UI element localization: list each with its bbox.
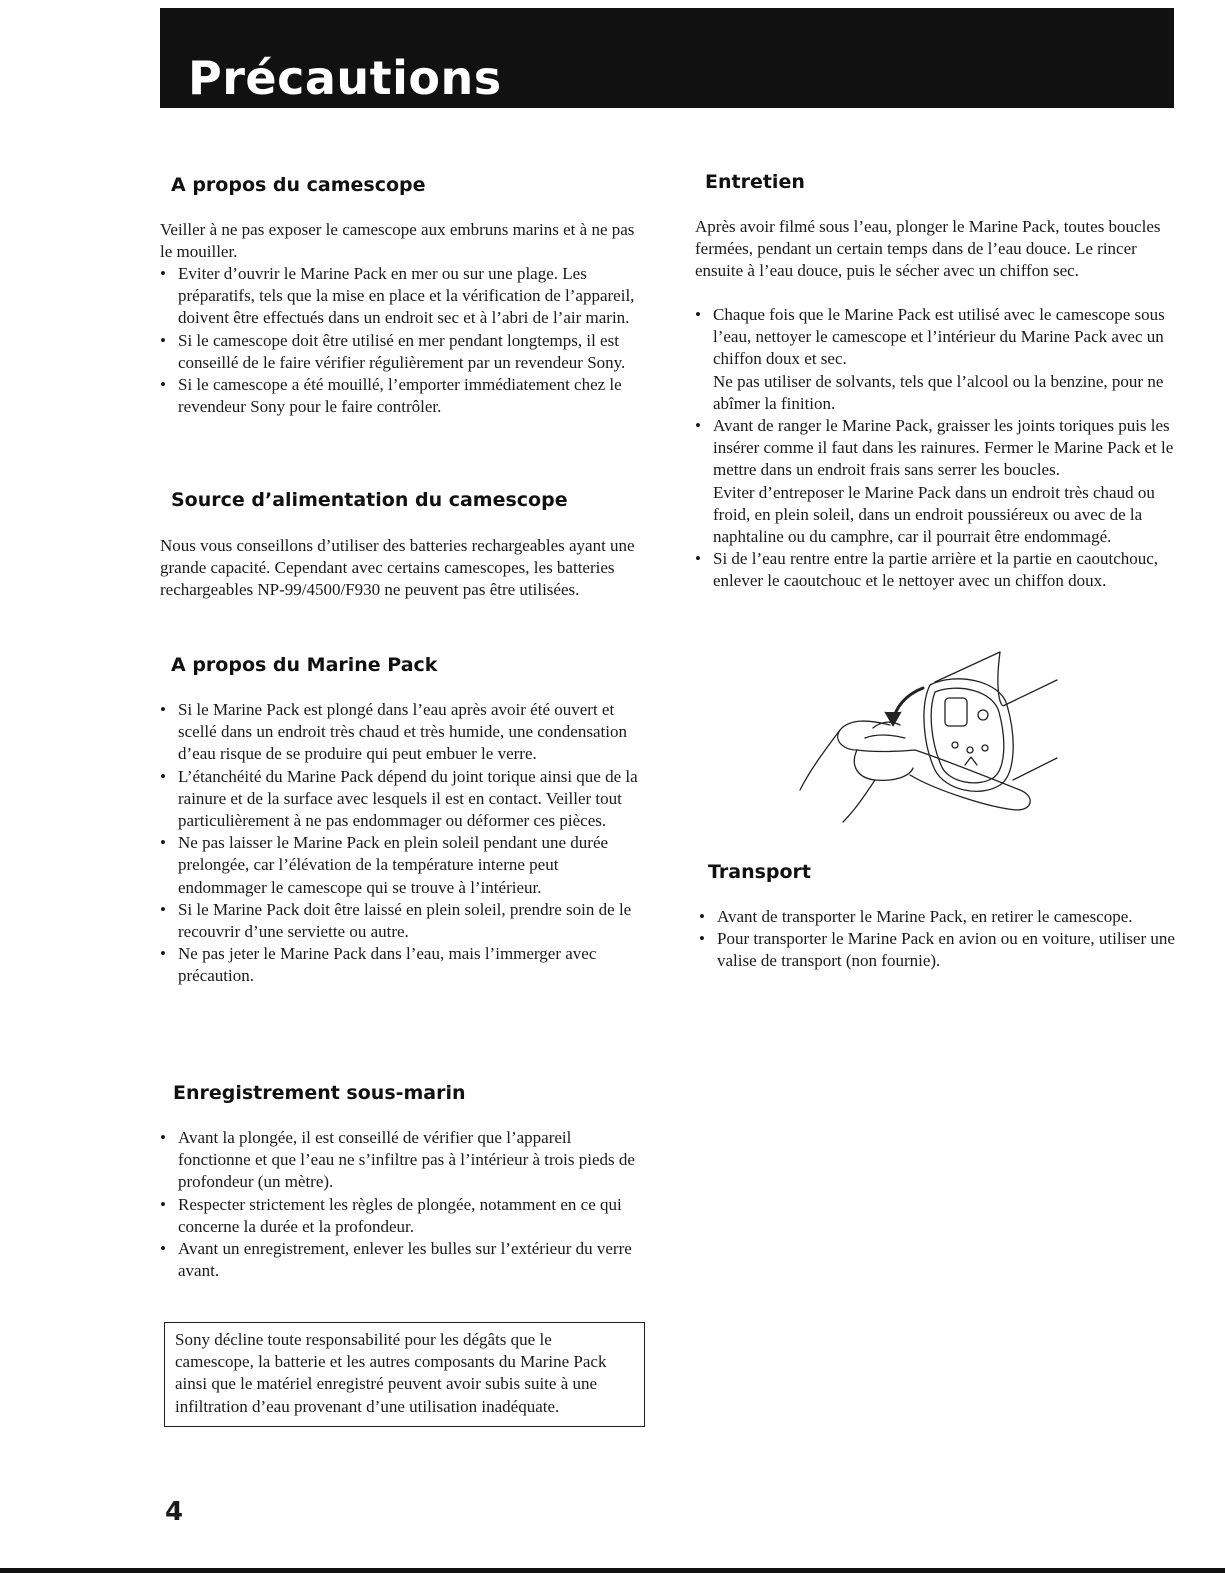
list-item: • Avant de transporter le Marine Pack, en retirer le camescope. — [699, 906, 1175, 928]
power-source-text: Nous vous conseillons d’utiliser des batteries rechargeables ayant une grande capacité. Cependant avec certains camescopes, les batteries rechargeables NP-99/4500/F930 ne peuvent pas être utilisées. — [160, 536, 635, 600]
list-item-text: Avant de ranger le Marine Pack, graisser les joints toriques puis les insérer comme il faut dans les rainures. Fermer le Marine Pack et le mettre dans un endroit frais sans serrer les boucles. — [713, 416, 1174, 480]
list-item-extra: Eviter d’entreposer le Marine Pack dans un endroit très chaud ou froid, en plein soleil, dans un endroit poussiéreux ou avec de la naphtaline ou du camphre, car il pourrait être endommagé. — [713, 482, 1155, 547]
list-item-text: Chaque fois que le Marine Pack est utilisé avec le camescope sous l’eau, nettoyer le camescope et l’intérieur du Marine Pack avec un chiffon doux et sec. — [713, 305, 1165, 369]
list-item-extra: Ne pas utiliser de solvants, tels que l’alcool ou la benzine, pour ne abîmer la finition. — [713, 371, 1164, 413]
heading-power-source: Source d’alimentation du camescope — [171, 489, 568, 511]
list-item: • Eviter d’ouvrir le Marine Pack en mer ou sur une plage. Les préparatifs, tels que la mise en place et la vérification de l’appareil, doivent être effectués dans un endroit sec et à l’abri de l’air marin. — [160, 263, 635, 330]
marine-pack-list — [160, 699, 645, 988]
camescope-intro: Veiller à ne pas exposer le camescope aux embruns marins et à ne pas le mouiller. — [160, 220, 635, 262]
page-title: Précautions — [188, 51, 502, 105]
list-item: • Avant un enregistrement, enlever les bulles sur l’extérieur du verre avant. — [160, 1238, 645, 1282]
liability-notice: Sony décline toute responsabilité pour les dégâts que le camescope, la batterie et les autres composants du Marine Pack ainsi que le matériel enregistré peuvent avoir subis suite à une infiltration d’eau provenant d’une utilisation inadéquate. — [164, 1322, 645, 1427]
header-banner — [160, 8, 1174, 108]
list-item — [695, 304, 1175, 415]
heading-underwater-recording: Enregistrement sous-marin — [173, 1082, 466, 1104]
list-item: • L’étanchéité du Marine Pack dépend du joint torique ainsi que de la rainure et de la surface avec lesquels il est en contact. Veiller tout particulièrement à ne pas endommager ou déformer ces pièces. — [160, 766, 645, 833]
maintenance-list — [695, 304, 1175, 593]
list-item: • Ne pas jeter le Marine Pack dans l’eau, mais l’immerger avec précaution. — [160, 943, 645, 987]
heading-maintenance: Entretien — [705, 171, 805, 193]
underwater-list — [160, 1127, 645, 1282]
list-item: • Respecter strictement les règles de plongée, notamment en ce qui concerne la durée et la profondeur. — [160, 1194, 645, 1238]
list-item — [695, 548, 1175, 592]
list-item — [695, 415, 1175, 548]
camescope-list — [160, 263, 635, 418]
list-item: • Avant la plongée, il est conseillé de vérifier que l’appareil fonctionne et que l’eau ne s’infiltre pas à l’intérieur à trois pieds de profondeur (un mètre). — [160, 1127, 645, 1194]
heading-transport: Transport — [708, 861, 812, 883]
list-item: • Si le Marine Pack est plongé dans l’eau après avoir été ouvert et scellé dans un endroit très chaud et très humide, une condensation d’eau risque de se produire qui peut embuer le verre. — [160, 699, 645, 766]
page-number: 4 — [165, 1497, 184, 1527]
list-item: • Ne pas laisser le Marine Pack en plein soleil pendant une durée prelongée, car l’élévation de la température interne peut endommager le camescope qui se trouve à l’intérieur. — [160, 832, 645, 899]
list-item: • Si le camescope doit être utilisé en mer pendant longtemps, il est conseillé de le faire vérifier régulièrement par un revendeur Sony. — [160, 330, 635, 374]
bottom-rule — [0, 1568, 1225, 1573]
list-item-text: Si de l’eau rentre entre la partie arrière et la partie en caoutchouc, enlever le caoutchouc et le nettoyer avec un chiffon doux. — [713, 549, 1159, 591]
list-item: • Si le camescope a été mouillé, l’emporter immédiatement chez le revendeur Sony pour le faire contrôler. — [160, 374, 635, 418]
maintenance-intro: Après avoir filmé sous l’eau, plonger le Marine Pack, toutes boucles fermées, pendant un certain temps dans de l’eau douce. Le rincer ensuite à l’eau douce, puis le sécher avec un chiffon sec. — [695, 217, 1161, 281]
transport-list — [699, 906, 1175, 973]
marine-pack-cleaning-illustration — [795, 650, 1065, 830]
list-item: • Si le Marine Pack doit être laissé en plein soleil, prendre soin de le recouvrir d’une serviette ou autre. — [160, 899, 645, 943]
list-item: • Pour transporter le Marine Pack en avion ou en voiture, utiliser une valise de transport (non fournie). — [699, 928, 1175, 972]
heading-camescope: A propos du camescope — [171, 174, 426, 196]
heading-marine-pack: A propos du Marine Pack — [171, 654, 438, 676]
